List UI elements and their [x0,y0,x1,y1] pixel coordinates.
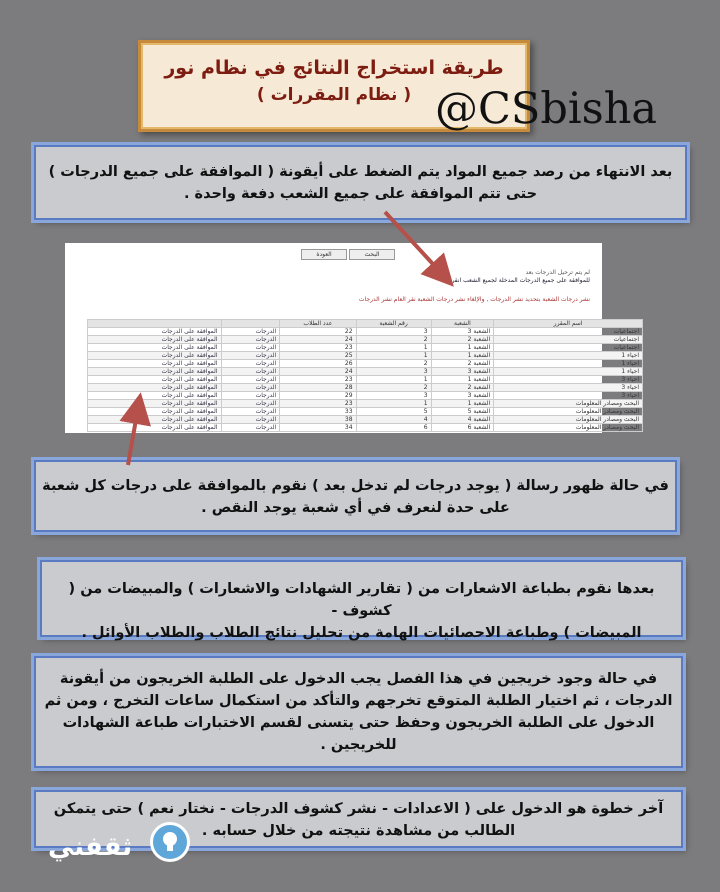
note-approve-all [34,145,687,220]
approve-link[interactable]: الموافقة على الدرجات [88,400,222,408]
table-cell: 23 [280,400,356,408]
table-cell: 1 [356,400,431,408]
table-cell: 24 [280,336,356,344]
table-row [88,344,643,352]
table-cell: البحث ومصادر المعلومات [494,400,643,408]
table-cell: البحث ومصادر المعلومات [494,424,643,432]
grades-link[interactable]: الدرجات [221,368,280,376]
approve-link[interactable]: الموافقة على الدرجات [88,344,222,352]
note-line: آخر خطوة هو الدخول على ( الاعدادات - نشر كشوف الدرجات - نختار نعم ) حتى يتمكن [53,801,664,817]
col-grades [221,320,280,328]
table-cell: 23 [280,344,356,352]
notice-title: لم يتم ترحيل الدرجات بعد [525,269,590,276]
table-cell: اجتماعيات [494,328,643,336]
grades-link[interactable]: الدرجات [221,424,280,432]
table-cell: احياء 1 [494,352,643,360]
table-cell: الشعبة 2 [431,336,494,344]
table-cell: الشعبة 4 [431,416,494,424]
table-row [88,416,643,424]
note-line: حتى تتم الموافقة على جميع الشعب دفعة واحدة . [183,186,538,202]
table-cell: الشعبة 3 [431,328,494,336]
table-cell: احياء 1 [494,360,643,368]
table-cell: احياء 3 [494,376,643,384]
approve-link[interactable]: الموافقة على الدرجات [88,408,222,416]
table-cell: 38 [280,416,356,424]
table-cell: 29 [280,392,356,400]
table-cell: 23 [280,376,356,384]
twitter-handle: @CSbisha [435,84,658,134]
table-cell: 2 [356,384,431,392]
table-header-row [88,320,643,328]
note-line: بعدها نقوم بطباعة الاشعارات من ( تقارير الشهادات والاشعارات ) والمبيضات من ( كشوف - [68,581,655,619]
grades-link[interactable]: الدرجات [221,400,280,408]
table-cell: الشعبة 3 [431,392,494,400]
table-cell: الشعبة 2 [431,360,494,368]
approve-link[interactable]: الموافقة على الدرجات [88,384,222,392]
table-cell: الشعبة 1 [431,344,494,352]
table-cell: البحث ومصادر المعلومات [494,408,643,416]
table-cell: الشعبة 2 [431,384,494,392]
table-cell: 1 [356,352,431,360]
table-cell: 2 [356,336,431,344]
table-cell: 3 [356,392,431,400]
note-line: في حالة ظهور رسالة ( يوجد درجات لم تدخل بعد ) نقوم بالموافقة على درجات كل شعبة [42,478,669,494]
search-button[interactable]: البحث [349,249,395,260]
table-row [88,360,643,368]
noor-screenshot [65,243,639,433]
table-cell: 3 [356,368,431,376]
table-cell: 28 [280,384,356,392]
table-row [88,384,643,392]
table-row [88,352,643,360]
table-cell: الشعبة 5 [431,408,494,416]
table-cell: اجتماعيات [494,344,643,352]
approve-link[interactable]: الموافقة على الدرجات [88,352,222,360]
approve-link[interactable]: الموافقة على الدرجات [88,336,222,344]
table-row [88,328,643,336]
table-cell: 4 [356,416,431,424]
table-cell: احياء 1 [494,368,643,376]
table-cell: 34 [280,424,356,432]
note-line: في حالة وجود خريجين في هذا الفصل يجب الدخول على الطلبة الخريجون من أيقونة [59,671,658,687]
grades-link[interactable]: الدرجات [221,344,280,352]
table-cell: 6 [356,424,431,432]
table-row [88,400,643,408]
grades-link[interactable]: الدرجات [221,360,280,368]
note-line: للخريجين . [320,737,397,753]
col-course: اسم المقرر [494,320,643,328]
grades-link[interactable]: الدرجات [221,416,280,424]
note-line: على حدة لنعرف في أي شعبة يوجد النقص . [201,500,510,516]
note-line: المبيضات ) وطباعة الاحصائيات الهامة من تحليل نتائج الطلاب والطلاب الأوائل . [81,625,642,641]
table-cell: 5 [356,408,431,416]
table-cell: 33 [280,408,356,416]
col-approve [88,320,222,328]
table-cell: 22 [280,328,356,336]
note-line: الدرجات ، ثم اختيار الطلبة المتوقع تخرجهم والتأكد من استكمال ساعات التخرج ، ومن ثم [44,693,673,709]
grades-link[interactable]: الدرجات [221,352,280,360]
table-row [88,408,643,416]
note-line: الدخول على الطلبة الخريجون وحفظ حتى يتسنى لقسم الاختبارات طباعة الشهادات [62,715,655,731]
table-row [88,368,643,376]
publish-hint: نشر درجات الشعبة بتحديد نشر الدرجات , والإلغاء نشر درجات الشعبة نقر العام نشر الدرجات [358,296,590,303]
approve-link[interactable]: الموافقة على الدرجات [88,424,222,432]
grades-link[interactable]: الدرجات [221,392,280,400]
table-cell: احياء 3 [494,384,643,392]
table-cell: الشعبة 1 [431,376,494,384]
table-cell: 3 [356,328,431,336]
table-cell: 25 [280,352,356,360]
approve-link[interactable]: الموافقة على الدرجات [88,376,222,384]
table-row [88,424,643,432]
table-cell: الشعبة 1 [431,352,494,360]
grades-link[interactable]: الدرجات [221,336,280,344]
table-cell: 24 [280,368,356,376]
site-logo: ثقفني [48,832,133,862]
note-missing-grades [34,460,677,532]
approve-all-link[interactable]: للموافقة على جميع الدرجات المدخلة لجميع الشعب انقر هنا [442,277,590,284]
page-title: طريقة استخراج النتائج في نظام نور [164,57,504,79]
table-cell: 2 [356,360,431,368]
note-graduates [34,656,683,768]
table-cell: الشعبة 6 [431,424,494,432]
approve-link[interactable]: الموافقة على الدرجات [88,368,222,376]
table-cell: البحث ومصادر المعلومات [494,416,643,424]
table-cell: الشعبة 1 [431,400,494,408]
grades-link[interactable]: الدرجات [221,376,280,384]
sections-table [87,319,643,432]
approve-link[interactable]: الموافقة على الدرجات [88,392,222,400]
table-cell: احياء 3 [494,392,643,400]
note-line: الطالب من مشاهدة نتيجته من خلال حسابه . [201,823,516,839]
col-students: عدد الطلاب [280,320,356,328]
table-row [88,392,643,400]
grades-link[interactable]: الدرجات [221,408,280,416]
table-row [88,336,643,344]
table-cell: اجتماعيات [494,336,643,344]
table-row [88,376,643,384]
back-button[interactable]: العودة [301,249,347,260]
table-cell: 1 [356,376,431,384]
table-cell: 1 [356,344,431,352]
approve-link[interactable]: الموافقة على الدرجات [88,416,222,424]
grades-link[interactable]: الدرجات [221,384,280,392]
table-cell: 26 [280,360,356,368]
note-line: بعد الانتهاء من رصد جميع المواد يتم الضغط على أيقونة ( الموافقة على جميع الدرجات ) [48,164,673,180]
grades-link[interactable]: الدرجات [221,328,280,336]
col-section: الشعبة [431,320,494,328]
page-subtitle: ( نظام المقررات ) [256,85,412,105]
approve-link[interactable]: الموافقة على الدرجات [88,328,222,336]
note-print-reports [40,560,683,641]
col-section-no: رقم الشعبة [356,320,431,328]
lightbulb-icon [150,822,190,862]
table-cell: الشعبة 3 [431,368,494,376]
approve-link[interactable]: الموافقة على الدرجات [88,360,222,368]
